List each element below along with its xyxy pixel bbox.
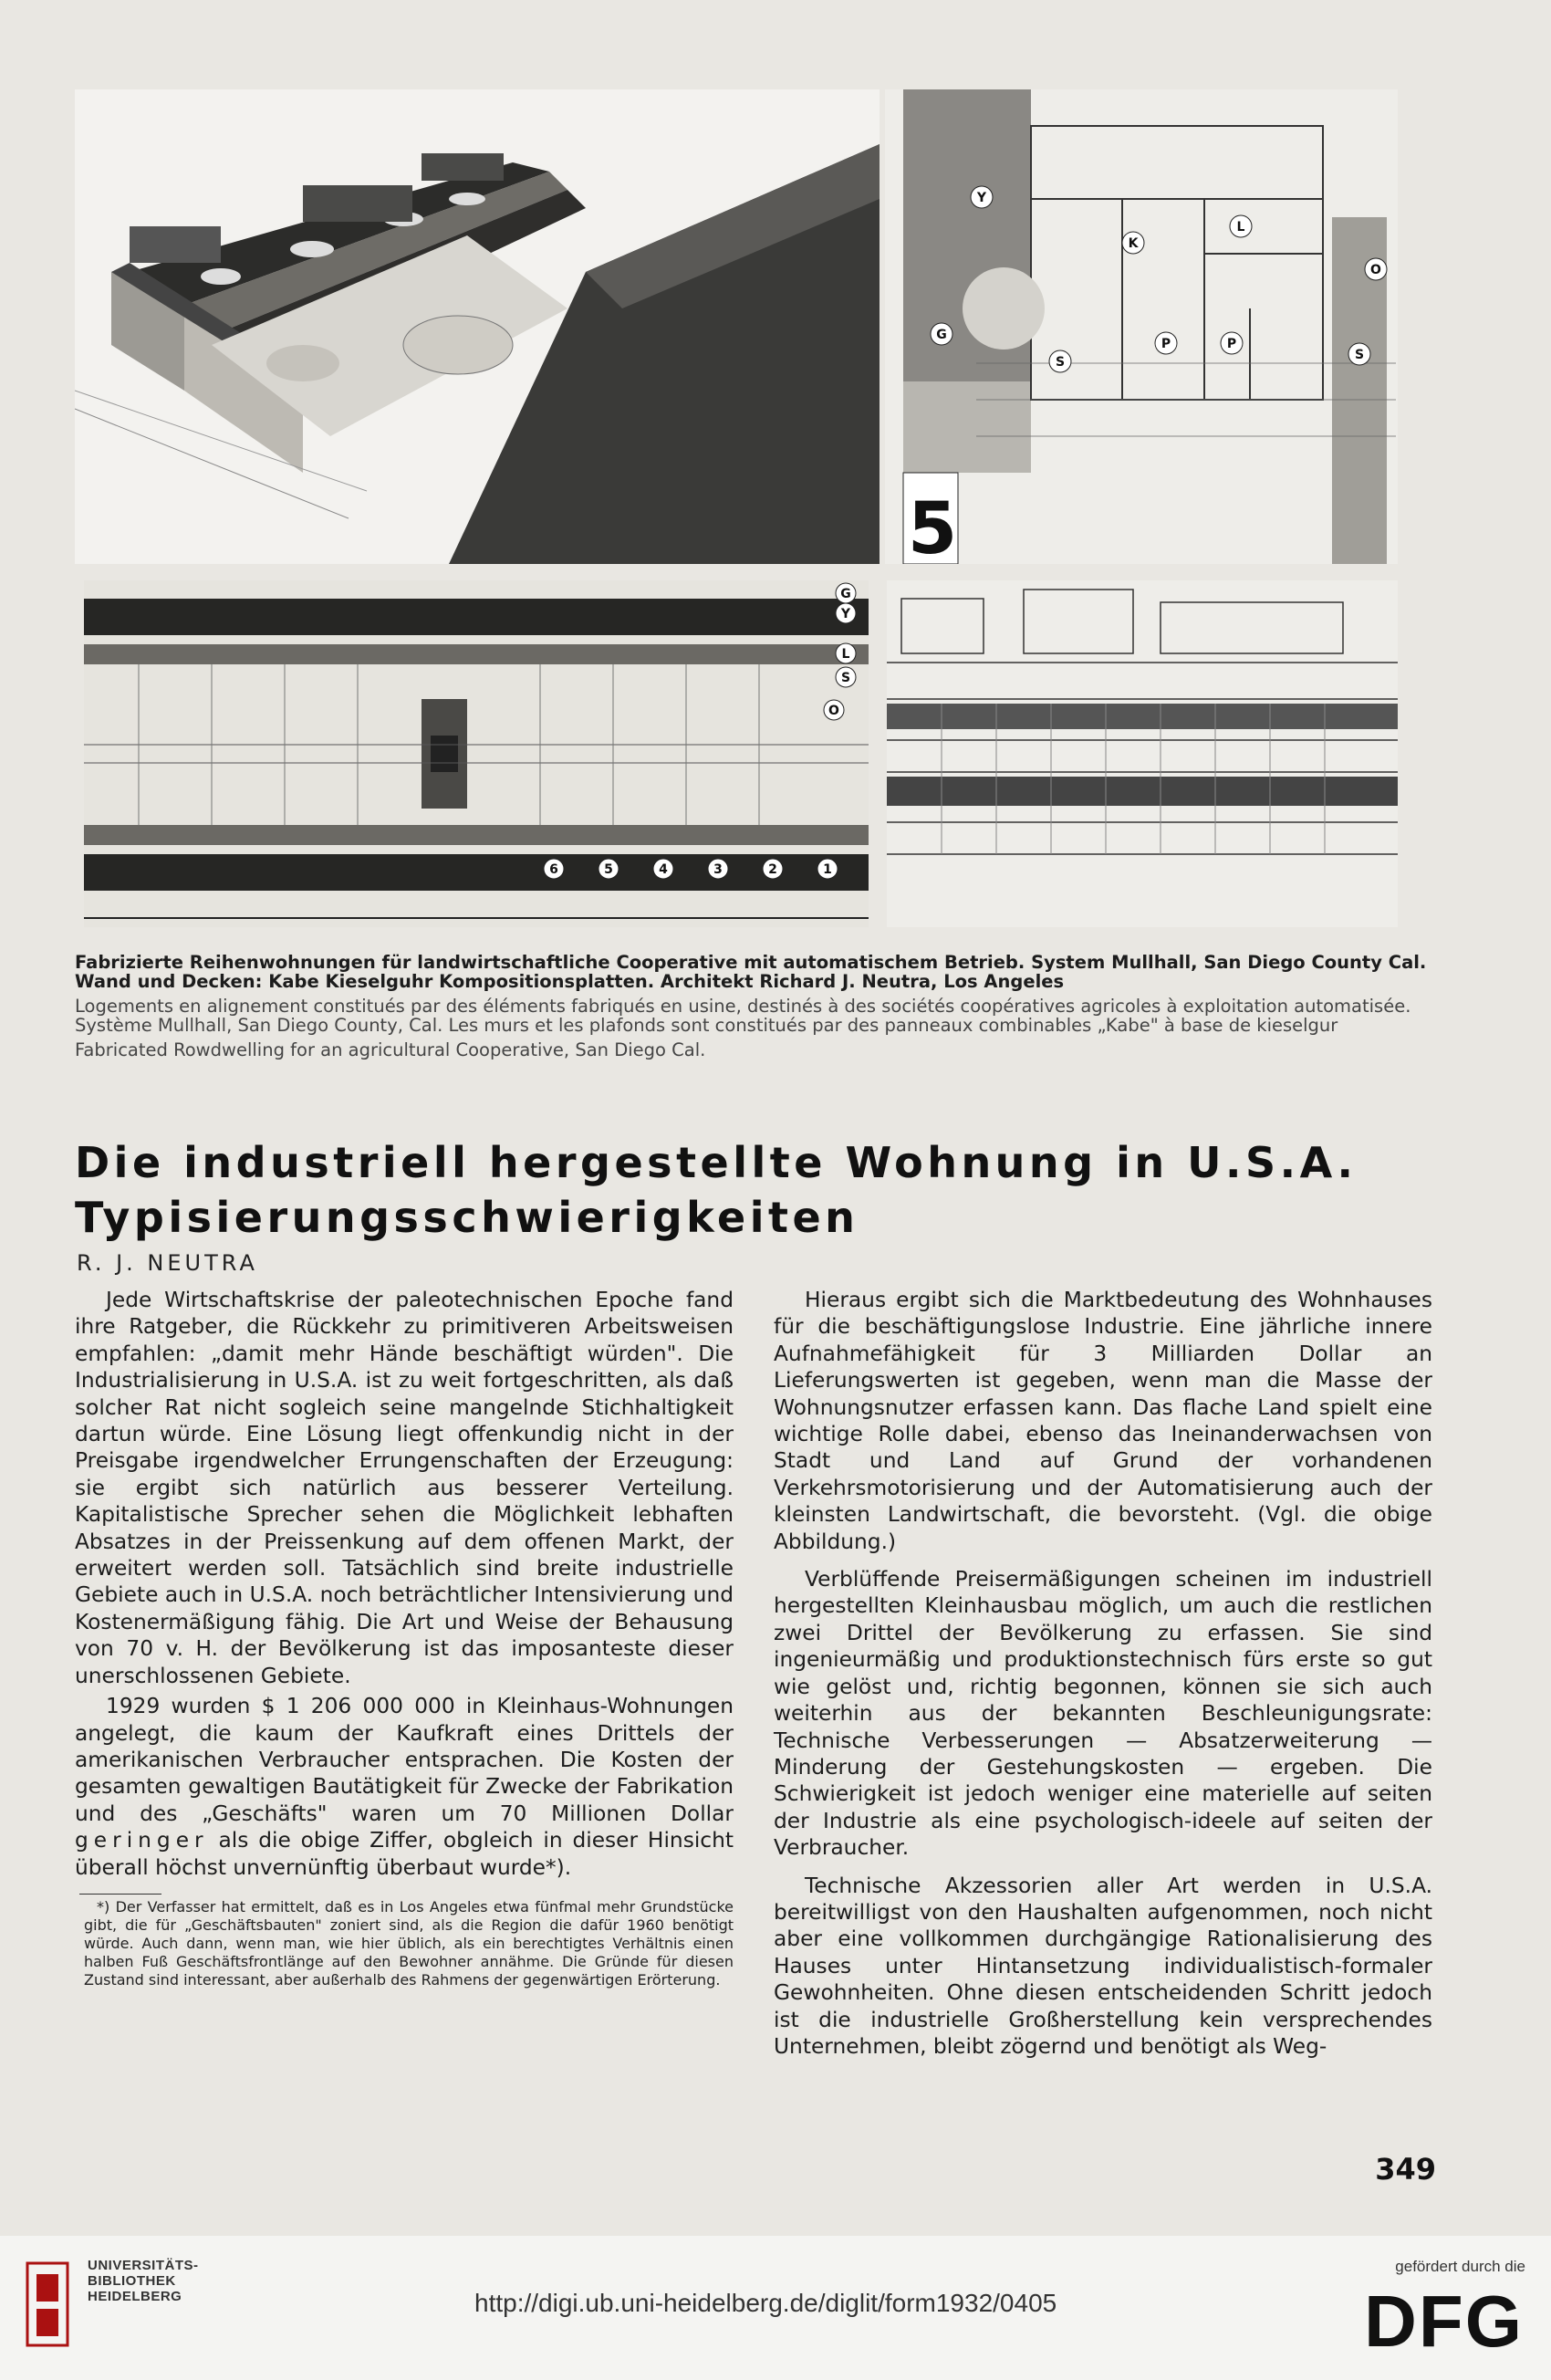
plan-label: O	[1370, 263, 1381, 277]
plan-label: K	[1128, 236, 1139, 251]
site-label: 2	[768, 862, 777, 877]
site-plan-drawing	[84, 580, 869, 927]
emphasized-word: geringer	[75, 1828, 209, 1853]
caption-french: Logements en alignement constitués par des éléments fabriqués en usine, destinés à des sociétés coopératives agricoles à exploitation automatisée. Système Mullhall, San Diego County, Cal. Les murs et les plafonds sont constitués par des panneaux combinables „Kabe" à base de kieselgur	[75, 996, 1411, 1036]
site-label: Y	[840, 607, 851, 621]
paragraph	[75, 1693, 734, 1881]
author: R. J. NEUTRA	[77, 1250, 258, 1276]
elevation-drawing	[887, 580, 1398, 927]
floor-plan-drawing	[885, 89, 1398, 564]
footnote-text: *) Der Verfasser hat ermittelt, daß es in Los Angeles etwa fünfmal mehr Grundstücke gibt, die für „Geschäftsbauten" zoniert sind, als die Region die dafür 1960 benötigt würde. Auch dann, wenn man, wie hier üblich, als ein berechtigtes Verhältnis einen halben Fuß Geschäftsfrontlänge auf den Bewohner annähme. Die Gründe für diesen Zustand sind interessant, aber außerhalb des Rahmens der gegenwärtigen Erörterung.	[84, 1898, 734, 1989]
caption-english: Fabricated Rowdwelling for an agricultural Cooperative, San Diego Cal.	[75, 1039, 706, 1060]
library-line: UNIVERSITÄTS-	[88, 2258, 199, 2273]
plan-label: P	[1226, 337, 1237, 351]
text-column-left	[75, 1287, 734, 1989]
paragraph: Jede Wirtschaftskrise der paleotechnischen Epoche fand ihre Ratgeber, die Rückkehr zu primitiveren Arbeitsweisen empfahlen: „damit mehr Hände beschäftigt würden". Die Industrialisierung in U.S.A. ist zu weit fortgeschritten, als daß solcher Rat nicht sogleich seine mangelnde Stichhaltigkeit dartun würde. Eine Lösung liegt offenkundig nicht in der Preisgabe irgendwelcher Errungenschaften der Erzeugung: sie ergibt sich natürlich aus besserer Verteilung. Kapitalistische Sprecher sehen die Möglichkeit lebhaften Absatzes in der Preissenkung auf dem offenen Markt, der erweitert werden soll. Tatsächlich sind breite industrielle Gebiete auch in U.S.A. noch beträchtlicher Intensivierung und Kostenermäßigung fähig. Die Art und Weise der Behausung von 70 v. H. der Bevölkerung ist das imposanteste dieser unerschlossenen Gebiete.	[75, 1288, 734, 1688]
caption-german: Fabrizierte Reihenwohnungen für landwirtschaftliche Cooperative mit automatischem Betrieb. System Mullhall, San Diego County Cal. Wand und Decken: Kabe Kieselguhr Kompositionsplatten. Architekt Richard J. Neutra, Los Angeles	[75, 952, 1427, 992]
plan-label: G	[936, 328, 947, 342]
figure-caption	[75, 953, 1443, 1065]
text-column-right	[774, 1287, 1432, 2060]
library-name	[88, 2258, 199, 2304]
site-label: 5	[604, 862, 613, 877]
site-label: L	[841, 647, 850, 662]
funder-label: gefördert durch die	[1395, 2258, 1525, 2275]
site-label: O	[828, 704, 839, 718]
footnote	[75, 1898, 734, 1989]
site-label: G	[840, 587, 851, 601]
site-label: S	[840, 671, 851, 685]
library-line: BIBLIOTHEK	[88, 2273, 176, 2289]
site-label: 3	[713, 862, 723, 877]
site-label: 4	[659, 862, 668, 877]
plan-label: S	[1055, 355, 1066, 370]
plan-label: Y	[976, 191, 987, 205]
site-label: 6	[549, 862, 558, 877]
paragraph-text: als die obige Ziffer, obgleich in dieser Hinsicht überall höchst unvernünftig überbaut wurde*).	[75, 1828, 734, 1880]
perspective-drawing	[75, 89, 880, 564]
paragraph: Verblüffende Preisermäßigungen scheinen im industriell hergestellten Kleinhausbau möglich, um auch die restlichen zwei Drittel der Bevölkerung zu erfassen. Sie sind ingenieurmäßig und produktionstechnisch fürs erste so gut wie gelöst und, richtig begonnen, können sie sich auch weiterhin aus der bekannten Beschleunigungsrate: Technische Verbesserungen — Absatzerweiterung — Minderung der Gestehungskosten — ergeben. Die Schwierigkeit ist jedoch weniger eine materielle auf seiten der Industrie als eine psychologisch-ideele auf seiten der Verbraucher.	[774, 1567, 1432, 1861]
paragraph-text: 1929 wurden $ 1 206 000 000 in Kleinhaus-Wohnungen angelegt, die kaum der Kaufkraft eines Drittels der amerikanischen Verbraucher entsprachen. Die Kosten der gesamten gewaltigen Bautätigkeit für Zwecke der Fabrikation und des „Geschäfts" waren um 70 Millionen Dollar	[75, 1694, 734, 1826]
source-url-link[interactable]: http://digi.ub.uni-heidelberg.de/diglit/form1932/0405	[474, 2289, 1057, 2317]
library-line: HEIDELBERG	[88, 2289, 182, 2304]
paragraph: Technische Akzessorien aller Art werden in U.S.A. bereitwilligst von den Haushalten aufgenommen, noch nicht aber eine vollkommen durchgängige Rationalisierung des Hauses unter Hintansetzung individualistisch-formaler Gewohnheiten. Ohne diesen entscheidenden Schritt jedoch ist die industrielle Großherstellung kein versprechendes Unternehmen, bleibt zögernd und benötigt als Weg-	[774, 1873, 1432, 2059]
article-title	[75, 1135, 1443, 1245]
dfg-logo: DFG	[1364, 2281, 1524, 2362]
title-line-2: Typisierungsschwierigkeiten	[75, 1193, 859, 1242]
site-label: 1	[823, 862, 832, 877]
plan-number: 5	[907, 488, 958, 564]
plan-label: S	[1354, 348, 1365, 362]
paragraph: Hieraus ergibt sich die Marktbedeutung des Wohnhauses für die beschäftigungslose Industrie. Eine jährliche innere Aufnahmefähigkeit für 3 Milliarden Dollar an Lieferungswerten ist gegeben, wenn man die Masse der Wohnungsnutzer erfassen kann. Das flache Land spielt eine wichtige Rolle dabei, ebenso das Ineinanderwachsen von Stadt und Land auf Grund der vorhandenen Verkehrsmotorisierung und der Automatisierung auch der kleinsten Landwirtschaft, die bevorsteht. (Vgl. die obige Abbildung.)	[774, 1288, 1432, 1554]
footer-bar	[0, 2236, 1551, 2380]
footnote-divider	[79, 1894, 161, 1895]
plan-label: L	[1236, 220, 1245, 235]
plan-label: P	[1161, 337, 1171, 351]
page-number: 349	[1375, 2152, 1436, 2187]
university-seal-icon	[20, 2254, 75, 2354]
title-line-1: Die industriell hergestellte Wohnung in U.S.A.	[75, 1138, 1358, 1187]
